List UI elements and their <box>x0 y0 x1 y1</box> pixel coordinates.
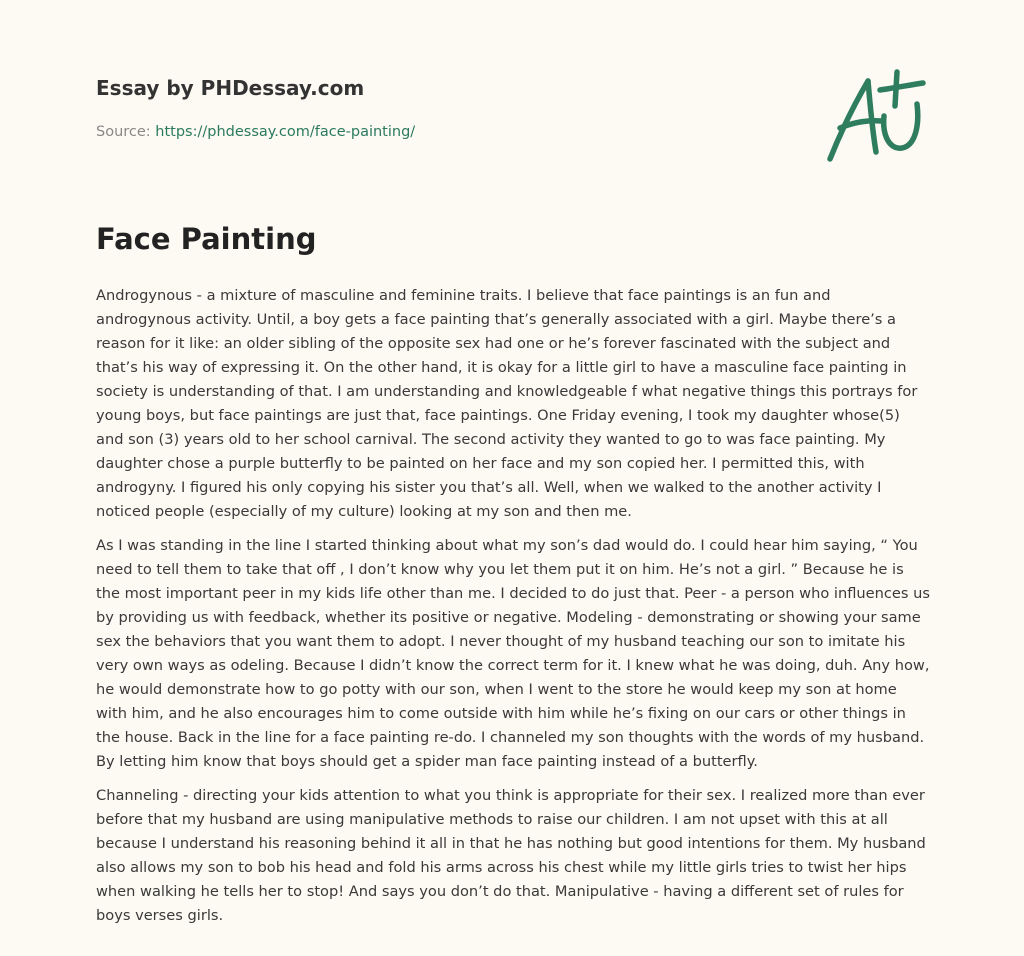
essay-paragraph: Androgynous - a mixture of masculine and feminine traits. I believe that face paintings is an fun and androgynous activity. Until, a boy gets a face painting that’s generally associated with a girl. Maybe there’s a reason for it like: an older sibling of the opposite sex had one or he’s forever fascinated with the subject and that’s his way of expressing it. On the other hand, it is okay for a little girl to have a masculine face painting in society is understanding of that. I am understanding and knowledgeable f what negative things this portrays for young boys, but face paintings are just that, face paintings. One Friday evening, I took my daughter whose(5) and son (3) years old to her school carnival. The second activity they wanted to go to was face painting. My daughter chose a purple butterfly to be painted on her face and my son copied her. I permitted this, with androgyny. I figured his only copying his sister you that’s all. Well, when we walked to the another activity I noticed people (especially of my culture) looking at my son and then me. <box>96 287 918 520</box>
essay-paragraph: Channeling - directing your kids attention to what you think is appropriate for their sex. I realized more than ever before that my husband are using manipulative methods to raise our children. I am not upset with this at all because I understand his reasoning behind it all in that he has nothing but good intentions for them. My husband also allows my son to bob his head and fold his arms across his chest while my little girls tries to twist her hips when walking he tells her to stop! And says you don’t do that. Manipulative - having a different set of rules for boys verses girls. <box>96 787 926 924</box>
a-plus-logo-icon <box>824 66 928 166</box>
source-label: Source: <box>96 124 156 140</box>
brand-title: Essay by PHDessay.com <box>96 76 365 100</box>
source-line <box>96 124 415 140</box>
source-link[interactable]: https://phdessay.com/face-painting/ <box>155 124 416 140</box>
essay-body <box>96 284 930 938</box>
essay-paragraph: As I was standing in the line I started thinking about what my son’s dad would do. I could hear him saying, “ You need to tell them to take that off , I don’t know why you let them put it on him. He’s not a girl. ” Because he is the most important peer in my kids life other than me. I decided to do just that. Peer - a person who influences us by providing us with feedback, whether its positive or negative. Modeling - demonstrating or showing your same sex the behaviors that you want them to adopt. I never thought of my husband teaching our son to imitate his very own ways as odeling. Because I didn’t know the correct term for it. I knew what he was doing, duh. Any how, he would demonstrate how to go potty with our son, when I went to the store he would keep my son at home with him, and he also encourages him to come outside with him while he’s fixing on our cars or other things in the house. Back in the line for a face painting re-do. I channeled my son thoughts with the words of my husband. By letting him know that boys should get a spider man face painting instead of a butterfly. <box>96 537 930 770</box>
essay-title: Face Painting <box>96 222 317 256</box>
